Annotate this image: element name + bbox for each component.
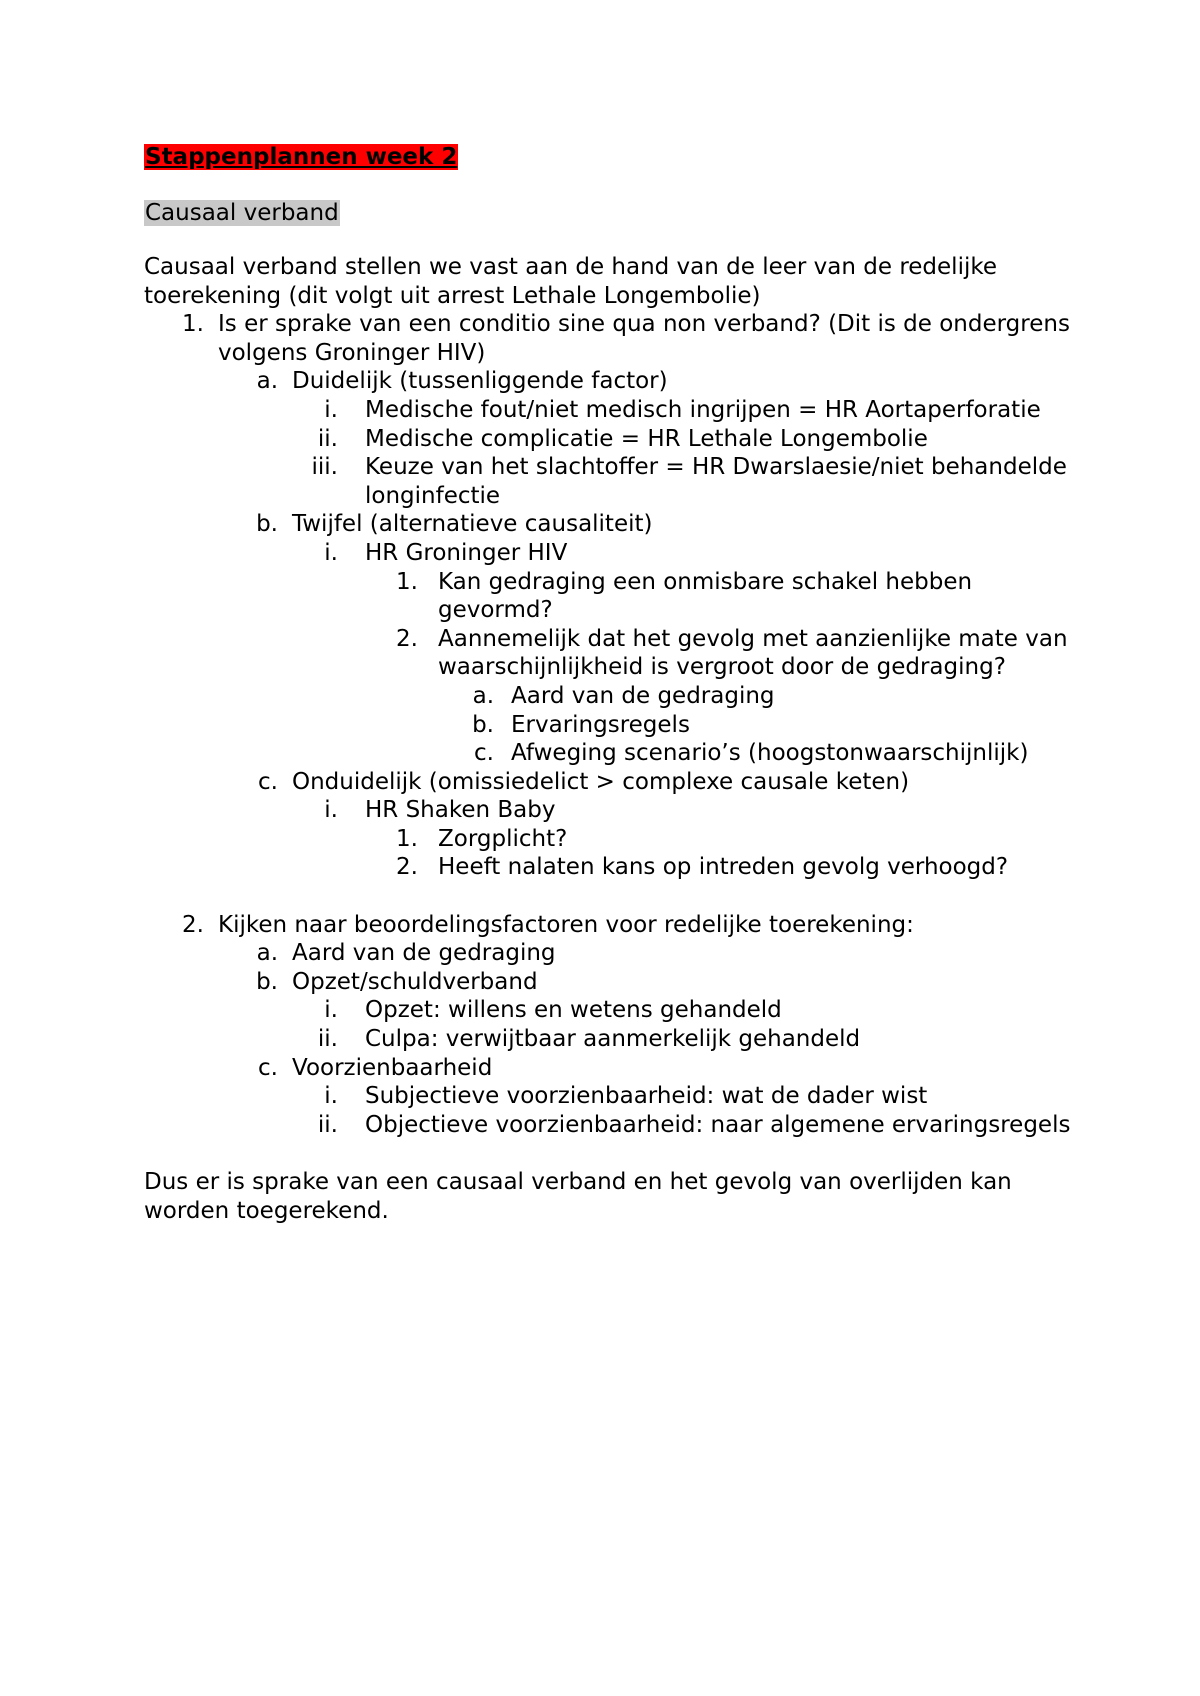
section-heading-text: Causaal verband — [145, 200, 339, 226]
outline-item-level-2 — [144, 367, 1074, 396]
list-item-text: Medische fout/niet medisch ingrijpen = HR Aortaperforatie — [365, 396, 1041, 423]
list-marker: i. — [324, 539, 338, 566]
list-item-text: Opzet: willens en wetens gehandeld — [365, 997, 782, 1024]
list-marker: 1. — [182, 311, 204, 338]
section-heading — [144, 197, 340, 229]
list-item-text: Objectieve voorzienbaarheid: naar algemene ervaringsregels — [365, 1111, 1071, 1138]
list-marker: b. — [256, 511, 278, 538]
outline-item-level-3 — [144, 796, 1074, 825]
list-marker: c. — [258, 1054, 278, 1081]
outline-item-level-3 — [144, 396, 1074, 425]
list-marker: a. — [256, 368, 278, 395]
list-marker: 2. — [396, 854, 418, 881]
list-item-text: Keuze van het slachtoffer = HR Dwarslaesie/niet behandelde longinfectie — [365, 454, 1067, 509]
list-marker: b. — [256, 968, 278, 995]
outline-item-level-4 — [144, 853, 1074, 882]
outline-item-level-3 — [144, 425, 1074, 454]
list-marker: a. — [256, 940, 278, 967]
list-marker: iii. — [311, 454, 338, 481]
outline-item-level-3 — [144, 1025, 1074, 1054]
outline-item-level-1 — [144, 911, 1074, 940]
list-marker: 1. — [396, 568, 418, 595]
list-item-text: Voorzienbaarheid — [292, 1054, 493, 1081]
list-item-text: Kijken naar beoordelingsfactoren voor redelijke toerekening: — [218, 911, 914, 938]
list-item-text: Aannemelijk dat het gevolg met aanzienlijke mate van waarschijnlijkheid is vergroot door de gedraging? — [438, 625, 1068, 681]
list-item-text: Ervaringsregels — [511, 711, 690, 738]
list-item-text: HR Groninger HIV — [365, 539, 568, 566]
list-item-text: HR Shaken Baby — [365, 797, 556, 824]
document-title — [144, 141, 458, 173]
outline-item-level-5 — [144, 682, 1074, 711]
list-item-text: Is er sprake van een conditio sine qua non verband? (Dit is de ondergrens volgens Groninger HIV) — [218, 311, 1070, 366]
outline-item-level-3 — [144, 1082, 1074, 1111]
list-marker: ii. — [317, 1111, 338, 1138]
outline-item-level-4 — [144, 625, 1074, 682]
list-item-text: Opzet/schuldverband — [292, 968, 538, 995]
list-marker: 2. — [182, 911, 204, 938]
list-item-text: Kan gedraging een onmisbare schakel hebben gevormd? — [438, 568, 973, 624]
list-marker: i. — [324, 396, 338, 423]
list-item-text: Aard van de gedraging — [511, 682, 775, 709]
outline-item-level-3 — [144, 453, 1074, 510]
list-item-text: Zorgplicht? — [438, 825, 568, 852]
list-item-text: Afweging scenario’s (hoogstonwaarschijnlijk) — [511, 740, 1029, 767]
list-marker: i. — [324, 797, 338, 824]
list-item-text: Culpa: verwijtbaar aanmerkelijk gehandeld — [365, 1026, 861, 1053]
list-marker: 1. — [396, 825, 418, 852]
list-marker: 2. — [396, 625, 418, 652]
outline-item-level-1 — [144, 310, 1074, 367]
list-item-text: Onduidelijk (omissiedelict > complexe causale keten) — [292, 768, 910, 795]
list-marker: ii. — [317, 1026, 338, 1053]
outline-item-level-3 — [144, 996, 1074, 1025]
list-item-text: Aard van de gedraging — [292, 940, 556, 967]
list-marker: i. — [324, 997, 338, 1024]
list-item-text: Twijfel (alternatieve causaliteit) — [292, 511, 653, 538]
outline-item-level-2 — [144, 510, 1074, 539]
list-item-text: Subjectieve voorzienbaarheid: wat de dader wist — [365, 1083, 928, 1110]
outline-item-level-2 — [144, 1054, 1074, 1083]
outline-item-level-4 — [144, 825, 1074, 854]
outline-item-level-5 — [144, 711, 1074, 740]
intro-paragraph: Causaal verband stellen we vast aan de hand van de leer van de redelijke toerekening (dit volgt uit arrest Lethale Longembolie) — [144, 254, 997, 309]
list-marker: ii. — [317, 425, 338, 452]
document-title-text: Stappenplannen week 2 — [145, 144, 458, 170]
list-item-text: Medische complicatie = HR Lethale Longembolie — [365, 425, 928, 452]
list-item-text: Duidelijk (tussenliggende factor) — [292, 368, 668, 395]
outline-item-level-2 — [144, 939, 1074, 968]
outline-item-level-5 — [144, 739, 1074, 768]
conclusion-paragraph: Dus er is sprake van een causaal verband en het gevolg van overlijden kan worden toegerekend. — [144, 1169, 1012, 1224]
outline-item-level-2 — [144, 968, 1074, 997]
list-marker: i. — [324, 1083, 338, 1110]
list-marker: c. — [474, 740, 494, 767]
list-marker: a. — [472, 682, 494, 709]
blank-line — [144, 1139, 1074, 1168]
outline-list — [144, 310, 1074, 1168]
outline-item-level-4 — [144, 568, 1074, 625]
outline-item-level-2 — [144, 768, 1074, 797]
document-body — [144, 253, 1074, 1225]
list-item-text: Heeft nalaten kans op intreden gevolg verhoogd? — [438, 854, 1009, 881]
outline-item-level-3 — [144, 539, 1074, 568]
list-marker: b. — [472, 711, 494, 738]
blank-line — [144, 882, 1074, 911]
list-marker: c. — [258, 768, 278, 795]
outline-item-level-3 — [144, 1111, 1074, 1140]
